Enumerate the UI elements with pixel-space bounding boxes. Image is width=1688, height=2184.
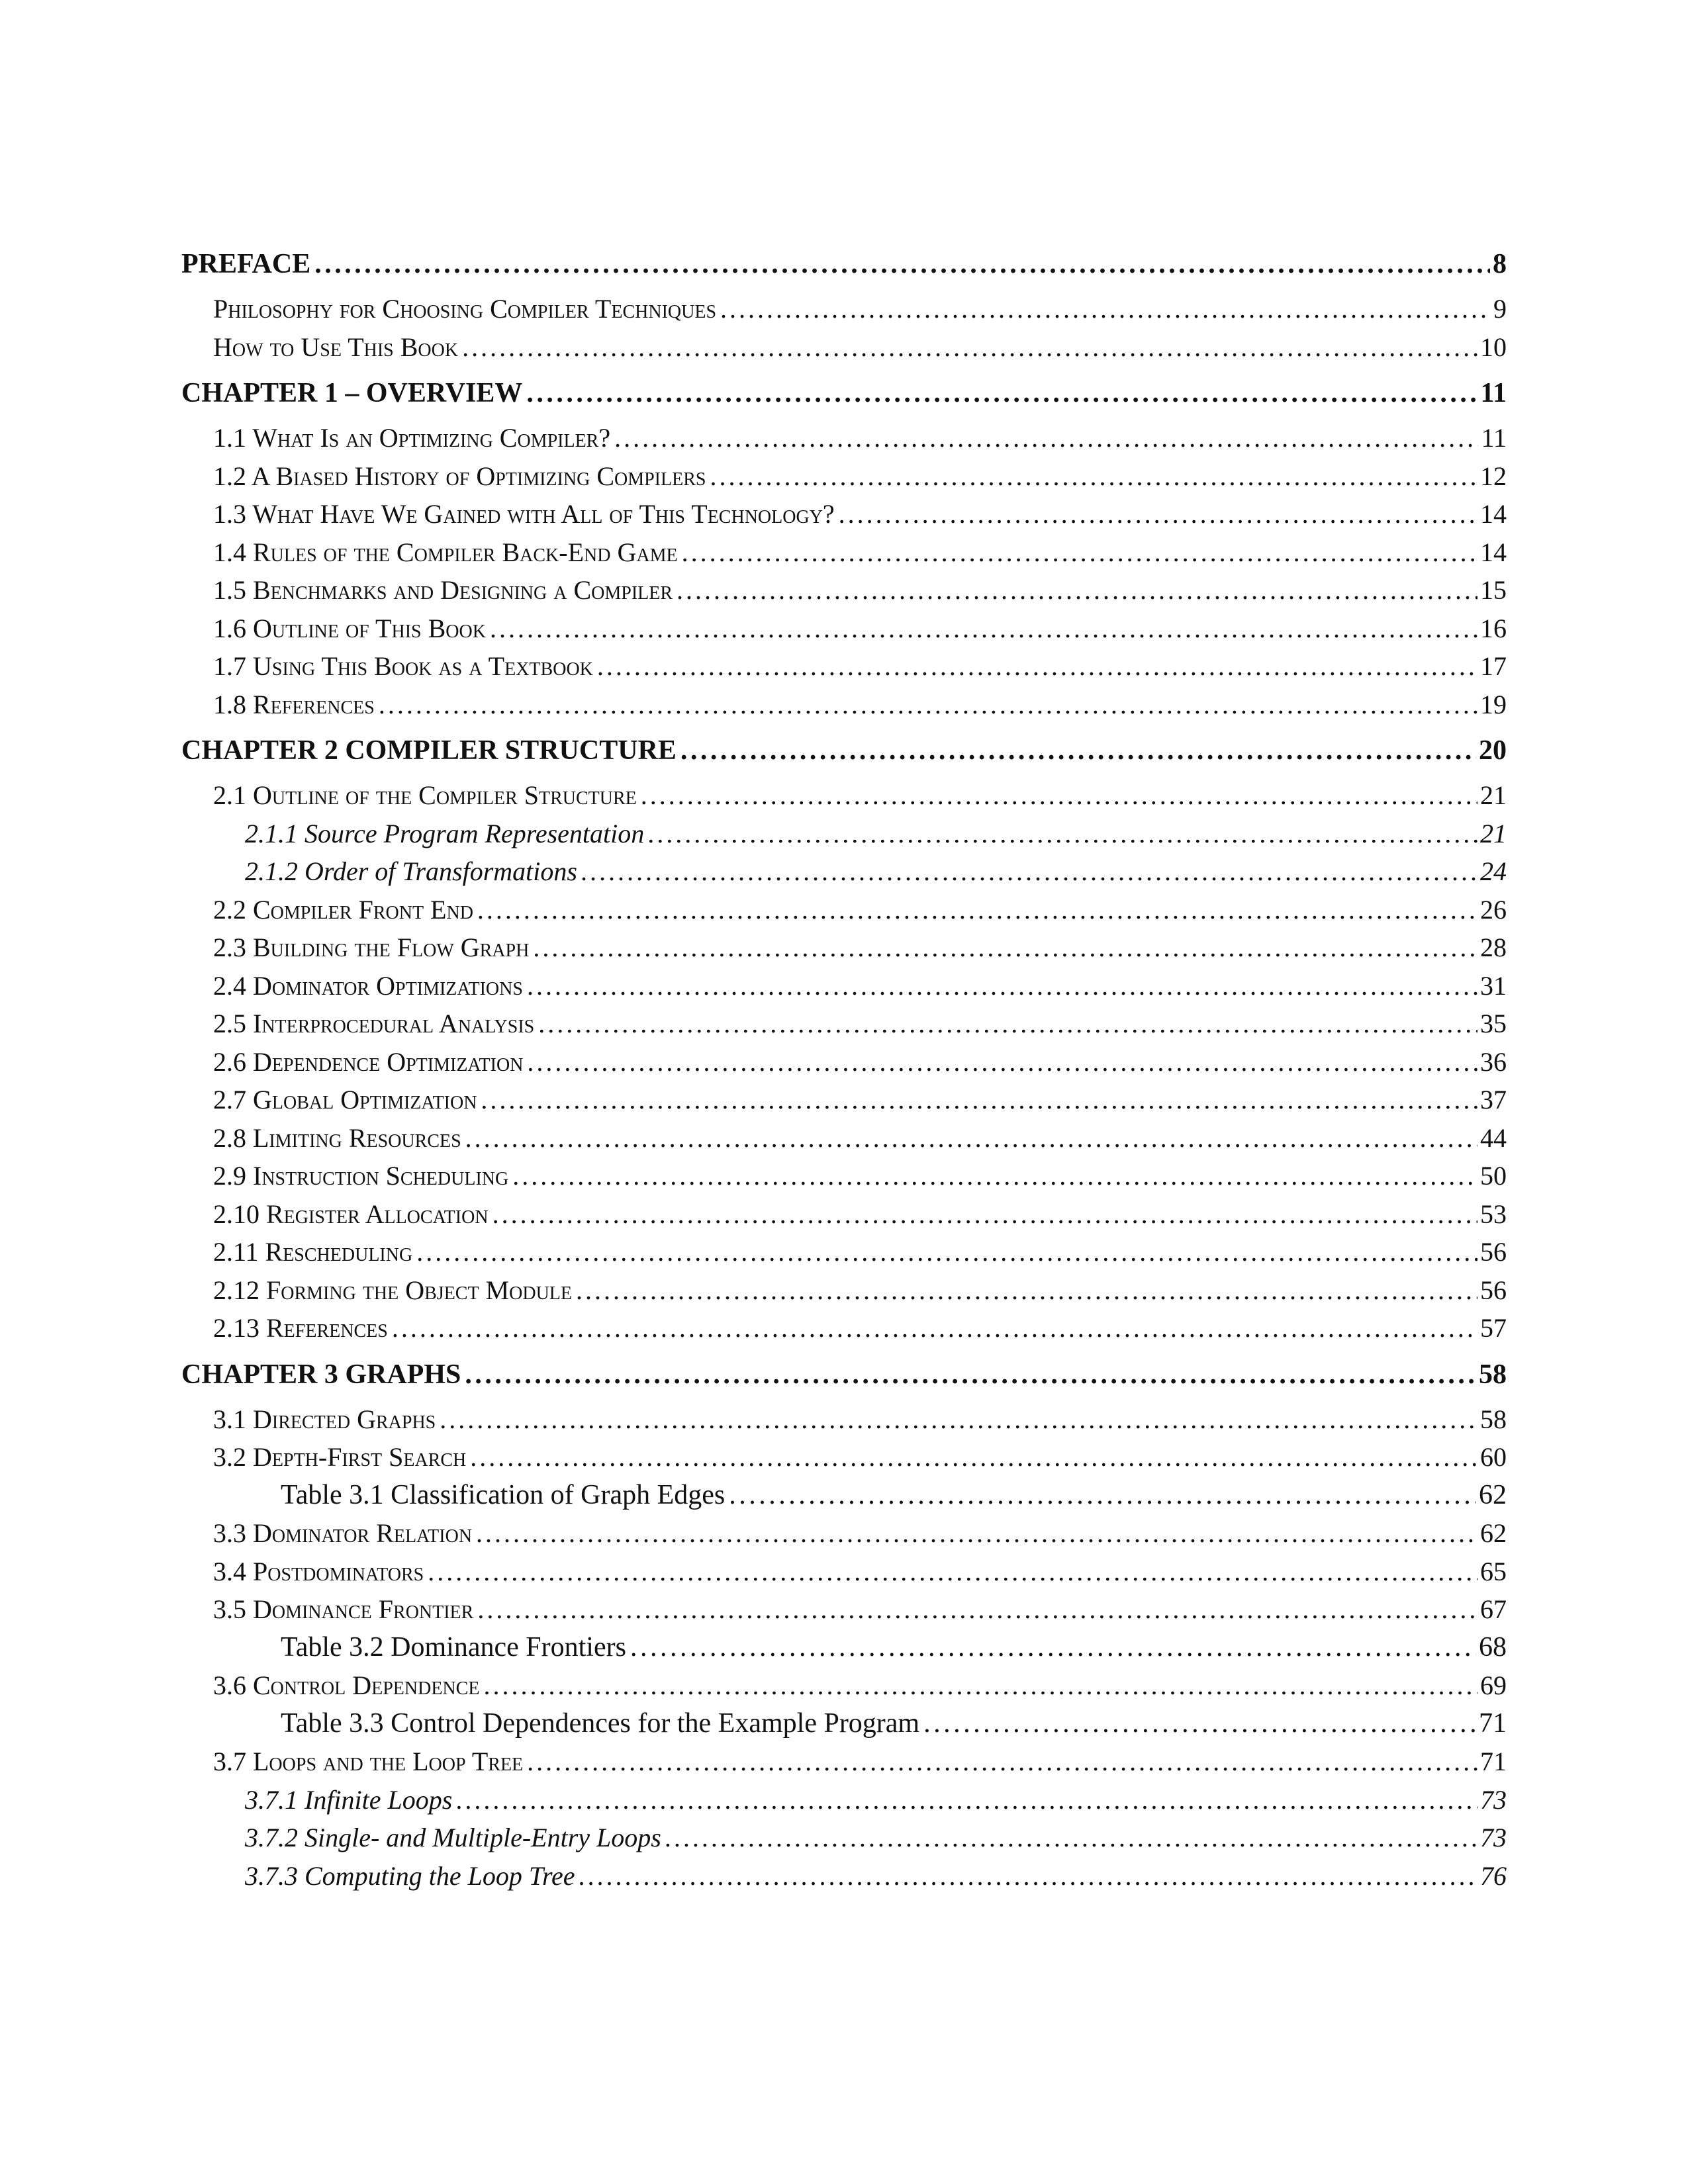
toc-entry-title: 2.13 References — [213, 1313, 388, 1343]
toc-entry-title: 2.1 Outline of the Compiler Structure — [213, 780, 637, 810]
toc-entry-page-number: 21 — [1480, 818, 1507, 848]
dot-leader — [839, 495, 1477, 533]
toc-entry-section[interactable] — [181, 290, 1507, 328]
toc-entry-title: 1.5 Benchmarks and Designing a Compiler — [213, 575, 673, 605]
toc-entry-page-number: 14 — [1480, 499, 1507, 529]
toc-entry-title: Table 3.2 Dominance Frontiers — [281, 1631, 626, 1662]
dot-leader — [720, 290, 1491, 328]
toc-entry-page-number: 15 — [1480, 575, 1507, 605]
dot-leader — [490, 610, 1477, 648]
dot-leader — [492, 1195, 1477, 1234]
toc-entry-section[interactable] — [181, 686, 1507, 724]
toc-entry-title: CHAPTER 2 COMPILER STRUCTURE — [181, 735, 677, 766]
toc-entry-title: 2.6 Dependence Optimization — [213, 1046, 524, 1077]
toc-entry-title: 3.4 Postdominators — [213, 1556, 424, 1586]
toc-entry-section[interactable] — [181, 1005, 1507, 1043]
toc-entry-title: 3.6 Control Dependence — [213, 1670, 480, 1700]
toc-entry-title: 2.3 Building the Flow Graph — [213, 933, 530, 962]
toc-entry-page-number: 37 — [1480, 1085, 1507, 1115]
toc-entry-section[interactable] — [181, 457, 1507, 496]
toc-entry-title: 2.5 Interprocedural Analysis — [213, 1009, 535, 1038]
toc-entry-page-number: 8 — [1493, 249, 1507, 279]
dot-leader — [665, 1819, 1477, 1857]
toc-entry-page-number: 56 — [1480, 1275, 1507, 1305]
dot-leader — [462, 328, 1477, 367]
toc-entry-title: 3.5 Dominance Frontier — [213, 1594, 474, 1624]
toc-entry-page-number: 24 — [1480, 856, 1507, 886]
toc-entry-page-number: 76 — [1480, 1860, 1507, 1891]
toc-entry-subsection[interactable] — [181, 815, 1507, 853]
dot-leader — [710, 457, 1477, 496]
toc-entry-page-number: 56 — [1480, 1237, 1507, 1267]
toc-entry-title: How to Use This Book — [213, 332, 459, 362]
toc-entry-page-number: 62 — [1479, 1479, 1507, 1510]
toc-entry-subsection[interactable] — [181, 1781, 1507, 1819]
toc-entry-page-number: 36 — [1480, 1046, 1507, 1077]
dot-leader — [648, 815, 1477, 853]
toc-entry-title: 1.7 Using This Book as a Textbook — [213, 651, 593, 681]
toc-entry-page-number: 71 — [1479, 1707, 1507, 1739]
dot-leader — [533, 929, 1477, 967]
dot-leader — [456, 1781, 1477, 1819]
toc-entry-chapter[interactable] — [181, 730, 1507, 771]
toc-entry-table[interactable] — [181, 1629, 1507, 1667]
toc-entry-title: 1.2 A Biased History of Optimizing Compilers — [213, 461, 706, 491]
toc-entry-page-number: 10 — [1480, 332, 1507, 362]
toc-entry-section[interactable] — [181, 1743, 1507, 1781]
toc-entry-title: 2.7 Global Optimization — [213, 1085, 477, 1115]
toc-entry-page-number: 73 — [1480, 1784, 1507, 1815]
dot-leader — [470, 1438, 1477, 1477]
toc-entry-page-number: 35 — [1480, 1009, 1507, 1038]
toc-entry-section[interactable] — [181, 533, 1507, 572]
dot-leader — [680, 730, 1476, 771]
toc-entry-title: 2.11 Rescheduling — [213, 1237, 413, 1267]
toc-entry-title: CHAPTER 1 – OVERVIEW — [181, 378, 523, 408]
toc-entry-title: 2.1.1 Source Program Representation — [245, 818, 645, 848]
toc-entry-page-number: 69 — [1480, 1670, 1507, 1700]
dot-leader — [476, 1514, 1477, 1553]
dot-leader — [512, 1157, 1477, 1195]
dot-leader — [729, 1477, 1476, 1515]
toc-entry-title: 2.9 Instruction Scheduling — [213, 1161, 509, 1191]
toc-entry-section[interactable] — [181, 1043, 1507, 1081]
toc-entry-page-number: 68 — [1479, 1631, 1507, 1662]
toc-entry-title: 2.12 Forming the Object Module — [213, 1275, 573, 1305]
dot-leader — [392, 1309, 1477, 1347]
toc-entry-title: Philosophy for Choosing Compiler Techniques — [213, 294, 717, 324]
toc-entry-page-number: 57 — [1480, 1313, 1507, 1343]
dot-leader — [465, 1354, 1476, 1395]
toc-entry-title: 1.8 References — [213, 689, 375, 719]
toc-entry-section[interactable] — [181, 419, 1507, 457]
toc-entry-title: 3.1 Directed Graphs — [213, 1404, 436, 1434]
toc-entry-title: 3.2 Depth-First Search — [213, 1442, 467, 1472]
toc-entry-chapter[interactable] — [181, 244, 1507, 285]
toc-entry-section[interactable] — [181, 495, 1507, 533]
toc-entry-section[interactable] — [181, 1666, 1507, 1705]
toc-entry-subsection[interactable] — [181, 852, 1507, 891]
dot-leader — [483, 1666, 1477, 1705]
dot-leader — [677, 571, 1477, 610]
table-of-contents — [181, 244, 1507, 1895]
toc-entry-page-number: 67 — [1480, 1594, 1507, 1624]
dot-leader — [526, 373, 1477, 414]
toc-entry-section[interactable] — [181, 1438, 1507, 1477]
toc-entry-page-number: 19 — [1480, 689, 1507, 719]
toc-entry-section[interactable] — [181, 776, 1507, 815]
toc-entry-page-number: 14 — [1480, 537, 1507, 567]
toc-entry-title: 2.10 Register Allocation — [213, 1199, 489, 1229]
toc-entry-section[interactable] — [181, 1553, 1507, 1591]
toc-entry-page-number: 20 — [1479, 735, 1507, 766]
toc-entry-page-number: 50 — [1480, 1161, 1507, 1191]
toc-entry-title: 3.3 Dominator Relation — [213, 1518, 473, 1548]
toc-entry-section[interactable] — [181, 610, 1507, 648]
dot-leader — [527, 1043, 1477, 1081]
toc-entry-page-number: 21 — [1480, 780, 1507, 810]
dot-leader — [923, 1705, 1476, 1743]
toc-entry-title: Table 3.1 Classification of Graph Edges — [281, 1479, 726, 1510]
toc-entry-page-number: 58 — [1480, 1404, 1507, 1434]
toc-entry-page-number: 16 — [1480, 613, 1507, 643]
dot-leader — [579, 1857, 1477, 1895]
dot-leader — [440, 1400, 1477, 1439]
toc-entry-section[interactable] — [181, 1400, 1507, 1439]
toc-entry-section[interactable] — [181, 647, 1507, 686]
toc-entry-title: 1.1 What Is an Optimizing Compiler? — [213, 423, 611, 453]
toc-entry-title: PREFACE — [181, 249, 311, 279]
toc-entry-page-number: 28 — [1480, 933, 1507, 962]
toc-entry-page-number: 73 — [1480, 1823, 1507, 1852]
toc-entry-title: 1.4 Rules of the Compiler Back-End Game — [213, 537, 678, 567]
toc-entry-section[interactable] — [181, 1514, 1507, 1553]
toc-entry-subsection[interactable] — [181, 1819, 1507, 1857]
toc-entry-page-number: 11 — [1480, 378, 1507, 408]
toc-entry-page-number: 62 — [1480, 1518, 1507, 1548]
toc-entry-page-number: 11 — [1481, 423, 1507, 453]
toc-entry-title: CHAPTER 3 GRAPHS — [181, 1359, 461, 1390]
toc-entry-page-number: 17 — [1480, 651, 1507, 681]
toc-entry-section[interactable] — [181, 891, 1507, 929]
dot-leader — [379, 686, 1477, 724]
toc-entry-page-number: 9 — [1493, 294, 1507, 324]
toc-entry-page-number: 53 — [1480, 1199, 1507, 1229]
toc-entry-page-number: 60 — [1480, 1442, 1507, 1472]
dot-leader — [428, 1553, 1477, 1591]
dot-leader — [538, 1005, 1477, 1043]
dot-leader — [682, 533, 1477, 572]
toc-entry-page-number: 65 — [1480, 1556, 1507, 1586]
toc-entry-chapter[interactable] — [181, 373, 1507, 414]
dot-leader — [581, 852, 1477, 891]
toc-entry-section[interactable] — [181, 1309, 1507, 1347]
toc-entry-page-number: 58 — [1479, 1359, 1507, 1390]
dot-leader — [630, 1629, 1476, 1667]
dot-leader — [614, 419, 1478, 457]
toc-entry-section[interactable] — [181, 1119, 1507, 1158]
toc-entry-table[interactable] — [181, 1705, 1507, 1743]
toc-entry-chapter[interactable] — [181, 1354, 1507, 1395]
toc-entry-section[interactable] — [181, 929, 1507, 967]
toc-entry-section[interactable] — [181, 1081, 1507, 1119]
toc-entry-title: 2.8 Limiting Resources — [213, 1122, 461, 1153]
dot-leader — [576, 1271, 1477, 1310]
dot-leader — [416, 1233, 1477, 1271]
toc-entry-title: 3.7.3 Computing the Loop Tree — [245, 1860, 575, 1891]
toc-entry-section[interactable] — [181, 967, 1507, 1005]
dot-leader — [477, 1590, 1477, 1629]
dot-leader — [481, 1081, 1477, 1119]
toc-entry-section[interactable] — [181, 571, 1507, 610]
toc-entry-section[interactable] — [181, 1271, 1507, 1310]
dot-leader — [641, 776, 1477, 815]
toc-entry-section[interactable] — [181, 1157, 1507, 1195]
toc-entry-section[interactable] — [181, 1195, 1507, 1234]
toc-entry-title: 2.2 Compiler Front End — [213, 894, 473, 925]
toc-entry-table[interactable] — [181, 1477, 1507, 1515]
dot-leader — [314, 244, 1490, 285]
dot-leader — [527, 967, 1477, 1005]
toc-entry-title: 2.1.2 Order of Transformations — [245, 856, 577, 886]
toc-entry-title: 1.6 Outline of This Book — [213, 613, 486, 643]
toc-entry-section[interactable] — [181, 328, 1507, 367]
dot-leader — [477, 891, 1477, 929]
toc-entry-title: Table 3.3 Control Dependences for the Example Program — [281, 1707, 920, 1739]
toc-entry-title: 3.7.1 Infinite Loops — [245, 1784, 453, 1815]
toc-entry-subsection[interactable] — [181, 1857, 1507, 1895]
toc-entry-section[interactable] — [181, 1233, 1507, 1271]
toc-entry-page-number: 44 — [1480, 1122, 1507, 1153]
toc-entry-section[interactable] — [181, 1590, 1507, 1629]
toc-entry-title: 2.4 Dominator Optimizations — [213, 970, 523, 1001]
toc-entry-title: 1.3 What Have We Gained with All of This Technology? — [213, 499, 835, 529]
toc-entry-page-number: 71 — [1480, 1747, 1507, 1776]
toc-entry-page-number: 26 — [1480, 894, 1507, 925]
toc-entry-page-number: 31 — [1480, 970, 1507, 1001]
toc-entry-page-number: 12 — [1480, 461, 1507, 491]
dot-leader — [465, 1119, 1477, 1158]
toc-entry-title: 3.7 Loops and the Loop Tree — [213, 1747, 524, 1776]
dot-leader — [597, 647, 1477, 686]
dot-leader — [527, 1743, 1477, 1781]
toc-entry-title: 3.7.2 Single- and Multiple-Entry Loops — [245, 1823, 661, 1852]
